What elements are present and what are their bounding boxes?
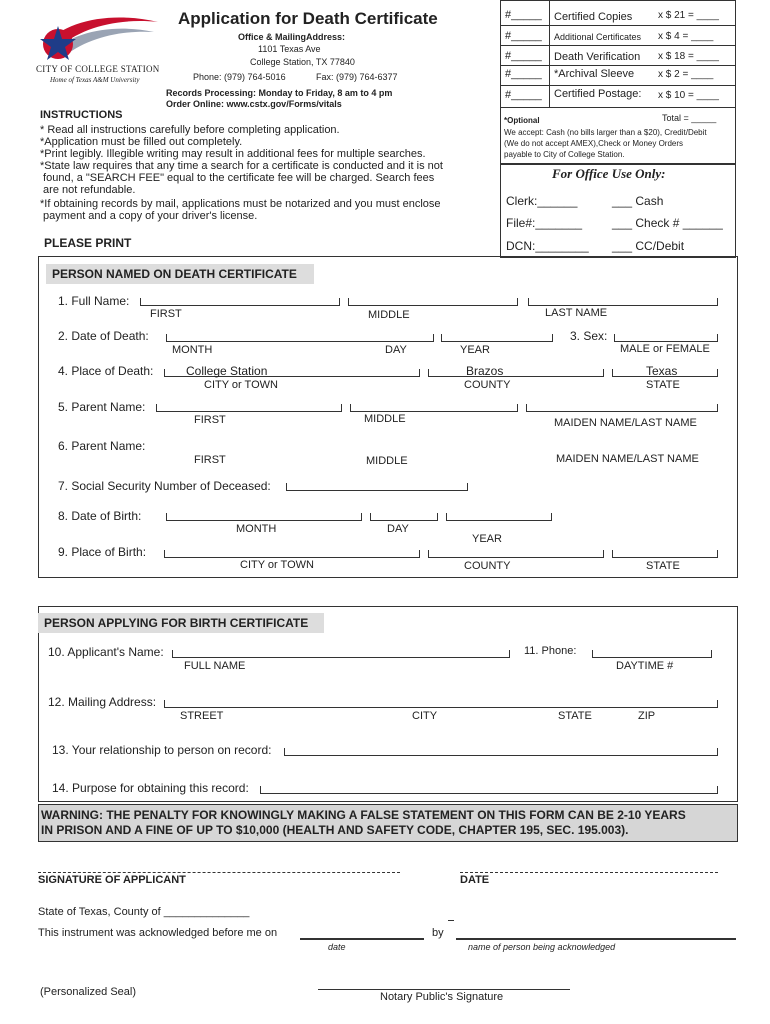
warning-line2: IN PRISON AND A FINE OF UP TO $10,000 (HEALTH AND SAFETY CODE, CHAPTER 195, SEC. 195.003). [41,823,629,837]
optional-note: *Optional [504,116,540,125]
caption-city: CITY [412,710,438,722]
death-month-field[interactable] [166,334,434,342]
payment-note-1: We accept: Cash (no bills larger than a $20), Credit/Debit [504,128,707,137]
applicant-phone-field[interactable] [592,650,712,658]
applicant-signature-line[interactable] [38,872,400,873]
caption-city-town: CITY or TOWN [204,379,278,391]
parent1-last-field[interactable] [526,404,718,412]
fee-label: Certified Postage: [554,88,642,100]
birth-day-field[interactable] [370,513,438,521]
fee-label: Additional Certificates [554,32,642,42]
acknowledged-name-line[interactable] [456,938,736,940]
address-line1: 1101 Texas Ave [258,44,321,54]
please-print: PLEASE PRINT [44,236,132,250]
office-file: File#:_______ [506,216,583,230]
death-city-value: College Station [186,364,268,378]
dash-mark [448,920,454,921]
caption-year: YEAR [472,533,502,545]
caption-state: STATE [558,710,592,722]
phone-number: Phone: (979) 764-5016 [193,72,286,82]
death-state-value: Texas [646,364,678,378]
q8-label: 8. Date of Birth: [58,509,142,523]
q7-label: 7. Social Security Number of Deceased: [58,479,271,493]
caption-state: STATE [646,379,680,391]
mailing-address-field[interactable] [164,700,718,708]
caption-middle: MIDDLE [368,309,410,321]
fee-price: x $ 10 = ____ [658,90,719,101]
fee-qty-field[interactable]: #_____ [505,89,542,101]
page-title: Application for Death Certificate [178,9,438,28]
q1-label: 1. Full Name: [58,294,130,308]
sex-field[interactable] [614,334,718,342]
fax-number: Fax: (979) 764-6377 [316,72,398,82]
warning-line1: WARNING: THE PENALTY FOR KNOWINGLY MAKING A FALSE STATEMENT ON THIS FORM CAN BE 2-10 YEARS [41,808,686,822]
fee-price: x $ 18 = ____ [658,51,719,62]
q14-label: 14. Purpose for obtaining this record: [52,781,249,795]
caption-month: MONTH [236,523,277,535]
star-swoosh-icon [36,8,166,68]
caption-state: STATE [646,560,680,572]
caption-first: FIRST [150,308,182,320]
instruction-line: * Read all instructions carefully before completing application. [40,124,340,136]
caption-day: DAY [385,344,407,356]
address-line2: College Station, TX 77840 [250,57,355,67]
q2-label: 2. Date of Death: [58,329,149,343]
logo-text: CITY OF COLLEGE STATION [36,64,160,74]
office-dcn: DCN:________ [506,239,589,253]
acknowledged-text: This instrument was acknowledged before me on [38,927,278,939]
acknowledged-date-line[interactable] [300,938,424,940]
instruction-line: *Print legibly. Illegible writing may result in additional fees for multiple searches. [40,148,426,160]
parent1-middle-field[interactable] [350,404,518,412]
fee-qty-field[interactable]: #_____ [505,50,542,62]
q12-label: 12. Mailing Address: [48,695,157,709]
q5-label: 5. Parent Name: [58,400,146,414]
personalized-seal: (Personalized Seal) [40,986,136,998]
instruction-line: payment and a copy of your driver's license. [40,210,258,222]
office-check: ___ Check # ______ [612,216,723,230]
applicant-signature-label: SIGNATURE OF APPLICANT [38,874,186,886]
caption-first: FIRST [194,454,226,466]
instruction-line: *State law requires that any time a search for a certificate is conducted and it is not [40,160,443,172]
section-deceased-title: PERSON NAMED ON DEATH CERTIFICATE [46,264,314,284]
city-logo [36,8,166,88]
fee-qty-field[interactable]: #_____ [505,9,542,21]
instruction-line: *If obtaining records by mail, applications must be notarized and you must enclose [40,198,441,210]
q11-label: 11. Phone: [524,645,577,657]
caption-year: YEAR [460,344,490,356]
caption-maiden: MAIDEN NAME/LAST NAME [554,417,697,429]
relationship-field[interactable] [284,748,718,756]
by-text: by [432,927,444,939]
birth-state-field[interactable] [612,550,718,558]
instruction-line: are not refundable. [40,184,136,196]
full-name-middle-field[interactable] [348,298,518,306]
state-county-line[interactable]: State of Texas, County of ______________ [38,906,250,918]
caption-sex-options: MALE or FEMALE [620,343,710,355]
birth-county-field[interactable] [428,550,604,558]
caption-middle: MIDDLE [366,455,408,467]
name-caption: name of person being acknowledged [468,942,616,952]
fee-price: x $ 4 = ____ [658,31,714,42]
fee-qty-field[interactable]: #_____ [505,68,542,80]
logo-tagline: Home of Texas A&M University [50,76,140,84]
notary-signature-label: Notary Public's Signature [380,991,504,1003]
caption-county: COUNTY [464,379,511,391]
fee-price: x $ 2 = ____ [658,69,714,80]
fee-label: Death Verification [554,51,641,63]
birth-year-field[interactable] [446,513,552,521]
ssn-field[interactable] [286,483,468,491]
death-county-value: Brazos [466,364,504,378]
online-order: Order Online: www.cstx.gov/Forms/vitals [166,99,342,109]
caption-first: FIRST [194,414,226,426]
date-caption: date [328,942,346,952]
office-cash: ___ Cash [612,194,664,208]
caption-street: STREET [180,710,224,722]
caption-day: DAY [387,523,409,535]
office-use-title: For Office Use Only: [552,166,666,181]
caption-county: COUNTY [464,560,511,572]
date-label: DATE [460,874,490,886]
birth-month-field[interactable] [166,513,362,521]
applicant-name-field[interactable] [172,650,510,658]
office-label: Office & MailingAddress: [238,32,346,42]
caption-full-name: FULL NAME [184,660,246,672]
caption-last: LAST NAME [545,307,608,319]
q6-label: 6. Parent Name: [58,439,146,453]
q13-label: 13. Your relationship to person on record: [52,743,272,757]
office-clerk: Clerk:______ [506,194,578,208]
instruction-line: *Application must be filled out completely. [40,136,243,148]
office-cc: ___ CC/Debit [612,239,685,253]
caption-maiden: MAIDEN NAME/LAST NAME [556,453,699,465]
section-applicant-title: PERSON APPLYING FOR BIRTH CERTIFICATE [38,613,324,633]
processing-hours: Records Processing: Monday to Friday, 8 am to 4 pm [166,88,393,98]
payment-note-3: payable to City of College Station. [504,150,625,159]
caption-city-town: CITY or TOWN [240,559,314,571]
parent1-first-field[interactable] [156,404,342,412]
full-name-first-field[interactable] [140,298,340,306]
q10-label: 10. Applicant's Name: [48,645,164,659]
instruction-line: found, a "SEARCH FEE" equal to the certificate fee will be charged. Search fees [40,172,435,184]
full-name-last-field[interactable] [528,298,718,306]
death-county-field[interactable] [428,369,604,377]
instructions-heading: INSTRUCTIONS [40,109,123,121]
caption-middle: MIDDLE [364,413,406,425]
purpose-field[interactable] [260,786,718,794]
notary-signature-line[interactable] [318,989,570,990]
fee-qty-field[interactable]: #_____ [505,30,542,42]
caption-daytime: DAYTIME # [616,660,674,672]
q4-label: 4. Place of Death: [58,364,154,378]
fee-price: x $ 21 = ____ [658,10,719,21]
fee-label: Certified Copies [554,11,633,23]
caption-zip: ZIP [638,710,656,722]
death-day-field[interactable] [441,334,553,342]
caption-month: MONTH [172,344,213,356]
birth-city-field[interactable] [164,550,420,558]
q9-label: 9. Place of Birth: [58,545,147,559]
payment-note-2: (We do not accept AMEX),Check or Money Orders [504,139,684,148]
q3-label: 3. Sex: [570,329,608,343]
date-line[interactable] [460,872,718,873]
fee-total[interactable]: Total = _____ [662,113,717,123]
fee-label: *Archival Sleeve [554,68,635,80]
